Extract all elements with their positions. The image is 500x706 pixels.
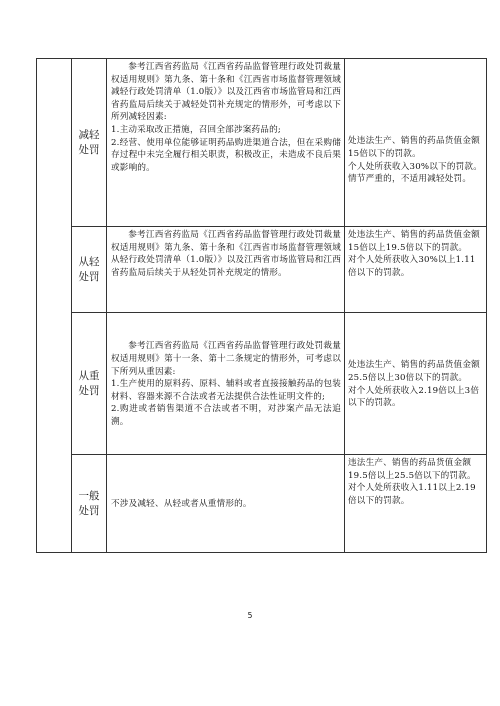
row-label: 从重处罚 [72, 313, 107, 455]
table-row [37, 227, 487, 313]
table-row [37, 313, 487, 455]
row-label: 从轻处罚 [72, 227, 107, 313]
factor-item: 1.主动采取改正措施，召回全部涉案药品的; [111, 124, 281, 135]
penalty-text: 情节严重的，不适用减轻处罚。 [348, 174, 472, 185]
basis-cell [107, 313, 345, 455]
basis-text: 参考江西省药监局《江西省药品监督管理行政处罚裁量权适用规则》第十一条、第十二条规定的情形外，可考虑以下所列从重因素: [111, 341, 341, 377]
basis-cell [107, 227, 345, 313]
factor-item: 2.经营、使用单位能够证明药品购进渠道合法，但在采购储存过程中未完全履行相关职责，积极改正，未造成不良后果或影响的。 [111, 137, 341, 173]
penalty-cell [345, 313, 487, 455]
penalty-text: 处违法生产、销售的药品货值金额15倍以上19.5倍以下的罚款。 [348, 230, 480, 253]
penalty-text: 对个人处所获收入1.11以上2.19倍以下的罚款。 [348, 483, 476, 506]
penalty-cell [345, 455, 487, 553]
page-number: 5 [247, 611, 253, 620]
basis-text: 参考江西省药监局《江西省药品监督管理行政处罚裁量权适用规则》第九条、第十条和《江西省市场监督管理领域从轻行政处罚清单（1.0版）》以及江西省市场监管局和江西省药监局后续关于从轻处罚补充规定的情形。 [111, 230, 341, 278]
penalty-cell [345, 227, 487, 313]
factor-item: 2.购进或者销售渠道不合法或者不明，对涉案产品无法追溯。 [111, 404, 341, 427]
penalty-text: 对个人处所获收入2.19倍以上3倍以下的罚款。 [348, 385, 480, 409]
row-label: 一般处罚 [72, 455, 107, 553]
row-label: 减轻处罚 [72, 59, 107, 227]
basis-text: 不涉及减轻、从轻或者从重情形的。 [111, 499, 252, 510]
basis-cell [107, 455, 345, 553]
penalty-text: 对个人处所获收入30%以上1.11倍以下的罚款。 [348, 255, 476, 278]
table-row [37, 455, 487, 553]
merged-category-cell [37, 59, 72, 553]
penalty-text: 处违法生产、销售的药品货值金额15倍以下的罚款。 [348, 136, 480, 159]
basis-text: 参考江西省药监局《江西省药品监督管理行政处罚裁量权适用规则》第九条、第十条和《江西省市场监督管理领域减轻行政处罚清单（1.0版）》以及江西省市场监管局和江西省药监局后续关于减轻处罚补充规定的情形外，可考虑以下所列减轻因素: [111, 62, 341, 123]
basis-cell [107, 59, 345, 227]
penalty-text: 个人处所获收入30%以下的罚款。 [348, 161, 483, 172]
penalty-text: 处违法生产、销售的药品货值金额25.5倍以上30倍以下的罚款。 [348, 360, 480, 383]
penalty-cell [345, 59, 487, 227]
table-row [37, 59, 487, 227]
discretion-table [36, 58, 487, 553]
penalty-text: 违法生产、销售的药品货值金额19.5倍以上25.5倍以下的罚款。 [348, 458, 476, 481]
factor-item: 1.生产使用的原料药、原料、辅料或者直接接触药品的包装材料、容器来源不合法或者无法提供合法性证明文件的; [111, 379, 341, 402]
